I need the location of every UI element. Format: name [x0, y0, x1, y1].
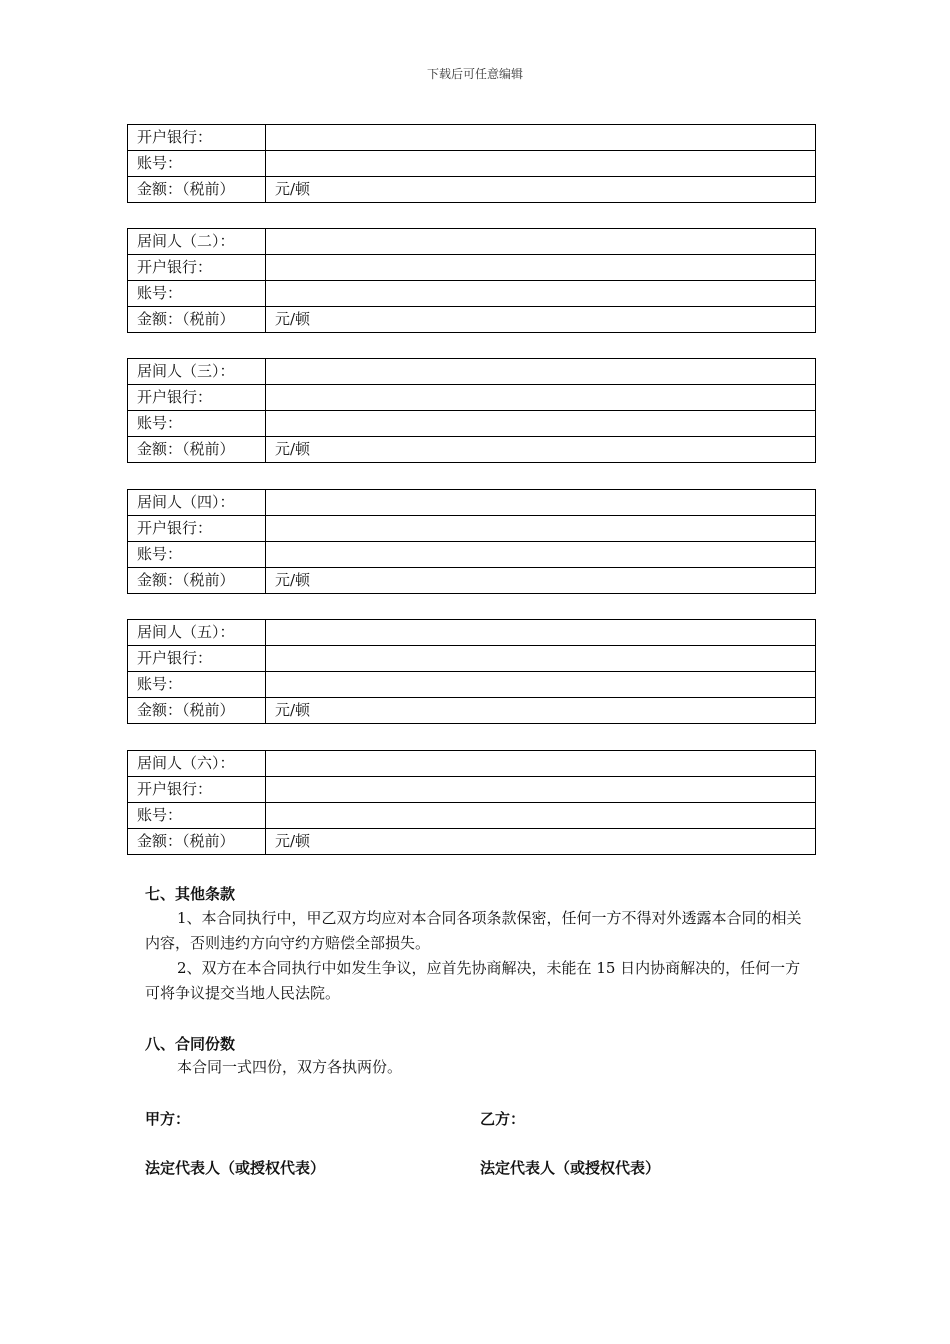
intermediary-table-2: [127, 228, 816, 333]
table-row: [128, 516, 816, 542]
row-label: 金额：（税前）: [128, 177, 266, 203]
row-value: [266, 125, 816, 151]
intermediary-table-6: [127, 750, 816, 855]
table-row: [128, 751, 816, 777]
row-label: 开户银行：: [128, 385, 266, 411]
table-row: [128, 777, 816, 803]
row-label: 居间人（四）：: [128, 490, 266, 516]
table-row: [128, 359, 816, 385]
table-row: [128, 281, 816, 307]
row-label: 金额：（税前）: [128, 307, 266, 333]
row-value: [266, 646, 816, 672]
row-label: 居间人（三）：: [128, 359, 266, 385]
row-label: 账号：: [128, 281, 266, 307]
table-row: [128, 698, 816, 724]
table-row: [128, 177, 816, 203]
row-label: 金额：（税前）: [128, 437, 266, 463]
row-label: 账号：: [128, 672, 266, 698]
intermediary-table-4: [127, 489, 816, 594]
row-label: 金额：（税前）: [128, 829, 266, 855]
table-row: [128, 437, 816, 463]
intermediary-table-5: [127, 619, 816, 724]
row-value: [266, 516, 816, 542]
section-7-title: 七、其他条款: [145, 885, 236, 903]
row-label: 金额：（税前）: [128, 568, 266, 594]
row-value: 元/顿: [266, 829, 816, 855]
row-value: [266, 385, 816, 411]
bank-info-table-1: [127, 124, 816, 203]
page-header: 下载后可任意编辑: [426, 67, 523, 81]
intermediary-table-3: [127, 358, 816, 463]
row-value: 元/顿: [266, 177, 816, 203]
section-8-title: 八、合同份数: [145, 1035, 236, 1053]
row-label: 居间人（六）：: [128, 751, 266, 777]
row-value: [266, 359, 816, 385]
table-row: [128, 672, 816, 698]
table-row: [128, 646, 816, 672]
row-value: [266, 281, 816, 307]
row-value: 元/顿: [266, 307, 816, 333]
row-value: [266, 542, 816, 568]
row-value: [266, 777, 816, 803]
row-label: 账号：: [128, 151, 266, 177]
row-label: 账号：: [128, 411, 266, 437]
row-label: 账号：: [128, 803, 266, 829]
row-label: 金额：（税前）: [128, 698, 266, 724]
table-row: [128, 385, 816, 411]
section-7-paragraph-1: 1、本合同执行中，甲乙双方均应对本合同各项条款保密，任何一方不得对外透露本合同的相关内容，否则违约方向守约方赔偿全部损失。: [145, 909, 802, 952]
row-label: 开户银行：: [128, 125, 266, 151]
row-value: [266, 620, 816, 646]
table-row: [128, 255, 816, 281]
row-value: [266, 411, 816, 437]
table-row: [128, 542, 816, 568]
table-row: [128, 151, 816, 177]
row-label: 居间人（二）：: [128, 229, 266, 255]
row-value: 元/顿: [266, 698, 816, 724]
row-label: 账号：: [128, 542, 266, 568]
row-value: [266, 751, 816, 777]
row-label: 开户银行：: [128, 777, 266, 803]
row-label: 开户银行：: [128, 255, 266, 281]
party-b-label: 乙方：: [480, 1110, 526, 1128]
table-row: [128, 229, 816, 255]
row-label: 开户银行：: [128, 516, 266, 542]
table-row: [128, 125, 816, 151]
row-value: [266, 151, 816, 177]
table-row: [128, 829, 816, 855]
row-value: 元/顿: [266, 437, 816, 463]
row-value: [266, 229, 816, 255]
table-row: [128, 620, 816, 646]
row-label: 开户银行：: [128, 646, 266, 672]
party-b-representative-label: 法定代表人（或授权代表）: [480, 1159, 661, 1177]
row-value: [266, 803, 816, 829]
party-a-representative-label: 法定代表人（或授权代表）: [145, 1159, 326, 1177]
table-row: [128, 568, 816, 594]
section-7-paragraph-2: 2、双方在本合同执行中如发生争议，应首先协商解决，未能在 15 日内协商解决的，任何一方可将争议提交当地人民法院。: [145, 959, 801, 1002]
table-row: [128, 803, 816, 829]
row-label: 居间人（五）：: [128, 620, 266, 646]
table-row: [128, 411, 816, 437]
row-value: 元/顿: [266, 568, 816, 594]
party-a-label: 甲方：: [145, 1110, 191, 1128]
section-8-paragraph: 本合同一式四份，双方各执两份。: [177, 1058, 403, 1076]
table-row: [128, 490, 816, 516]
row-value: [266, 490, 816, 516]
table-row: [128, 307, 816, 333]
row-value: [266, 255, 816, 281]
row-value: [266, 672, 816, 698]
